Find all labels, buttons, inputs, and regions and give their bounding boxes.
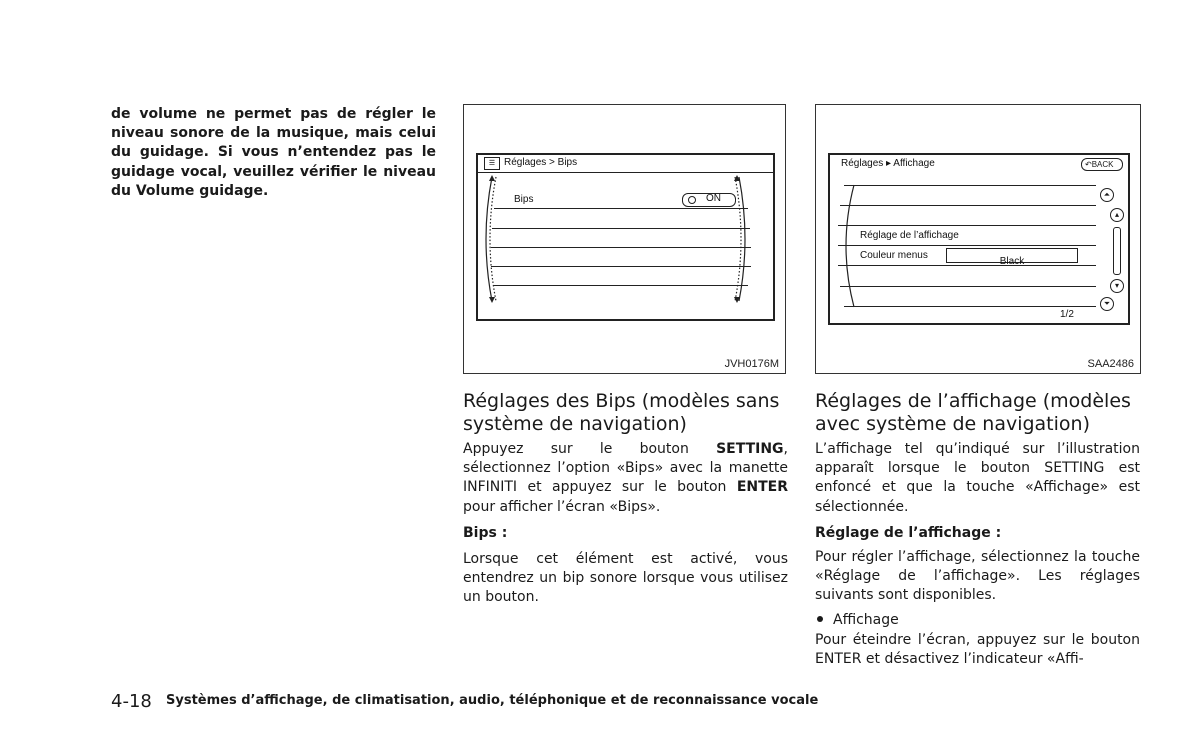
toggle-value: ON <box>706 193 721 204</box>
section-affichage <box>815 390 1140 669</box>
figure-code: SAA2486 <box>1087 358 1134 370</box>
back-button[interactable] <box>1081 158 1123 171</box>
bips-toggle[interactable] <box>682 193 736 207</box>
menu-color-value: Black <box>999 256 1025 267</box>
figure-affichage <box>815 104 1141 374</box>
bullet-icon <box>817 616 823 622</box>
left-column-text: de volume ne permet pas de régler le niveau sonore de la musique, mais celui du guidage. Si vous n’entendez pas le guidage vocal, veuillez vérifier le niveau du Volume guidage. <box>111 106 436 199</box>
settings-icon: ☰ <box>484 157 500 170</box>
paragraph: Pour régler l’affichage, sélectionnez la touche «Réglage de l’affichage». Les réglages suivants sont disponibles. <box>815 549 1140 604</box>
section-bips <box>463 390 788 608</box>
bips-item-label: Bips <box>514 194 534 205</box>
paragraph: Appuyez sur le bouton SETTING, sélectionnez l’option «Bips» avec la manette INFINITI et appuyez sur le bouton ENTER pour afficher l’écran «Bips». <box>463 441 788 515</box>
menu-color-label: Couleur menus <box>860 250 928 261</box>
menu-color-field[interactable] <box>946 248 1078 267</box>
paragraph: Lorsque cet élément est activé, vous entendrez un bip sonore lorsque vous utilisez un bouton. <box>463 551 788 606</box>
left-curve <box>836 183 856 309</box>
subheading: Bips : <box>463 524 508 541</box>
paragraph: L’affichage tel qu’indiqué sur l’illustration apparaît lorsque le bouton SETTING est enfoncé et que la touche «Affichage» est sélectionnée. <box>815 441 1140 515</box>
figure-bips <box>463 104 786 374</box>
scroll-up-icon[interactable]: ▴ <box>1110 208 1124 222</box>
bullet-item: Affichage <box>815 611 1140 630</box>
scroll-top-icon[interactable]: ⏶ <box>1100 188 1114 202</box>
chapter-title: Systèmes d’affichage, de climatisation, audio, téléphonique et de reconnaissance vocale <box>166 693 819 708</box>
breadcrumb: Réglages ▸ Affichage <box>841 158 935 169</box>
scroll-bottom-icon[interactable]: ⏷ <box>1100 297 1114 311</box>
section-title: Réglages de l’affichage (modèles avec système de navigation) <box>815 390 1131 435</box>
page-number: 4-18 <box>111 691 152 712</box>
bips-screen <box>476 153 775 321</box>
page-indicator: 1/2 <box>1060 309 1074 320</box>
toggle-indicator-icon <box>688 196 696 204</box>
scroll-down-icon[interactable]: ▾ <box>1110 279 1124 293</box>
section-title: Réglages des Bips (modèles sans système de navigation) <box>463 390 780 435</box>
breadcrumb: Réglages > Bips <box>504 157 578 168</box>
figure-code: JVH0176M <box>724 358 779 370</box>
back-label: BACK <box>1091 160 1114 169</box>
back-arrow-icon: ↶ <box>1085 160 1092 169</box>
paragraph: Pour éteindre l’écran, appuyez sur le bouton ENTER et désactivez l’indicateur «Affi- <box>815 631 1140 668</box>
scrollbar[interactable] <box>1113 227 1121 275</box>
subheading: Réglage de l’affichage : <box>815 524 1002 541</box>
display-setting-row[interactable]: Réglage de l’affichage <box>860 230 959 241</box>
affichage-screen <box>828 153 1130 325</box>
